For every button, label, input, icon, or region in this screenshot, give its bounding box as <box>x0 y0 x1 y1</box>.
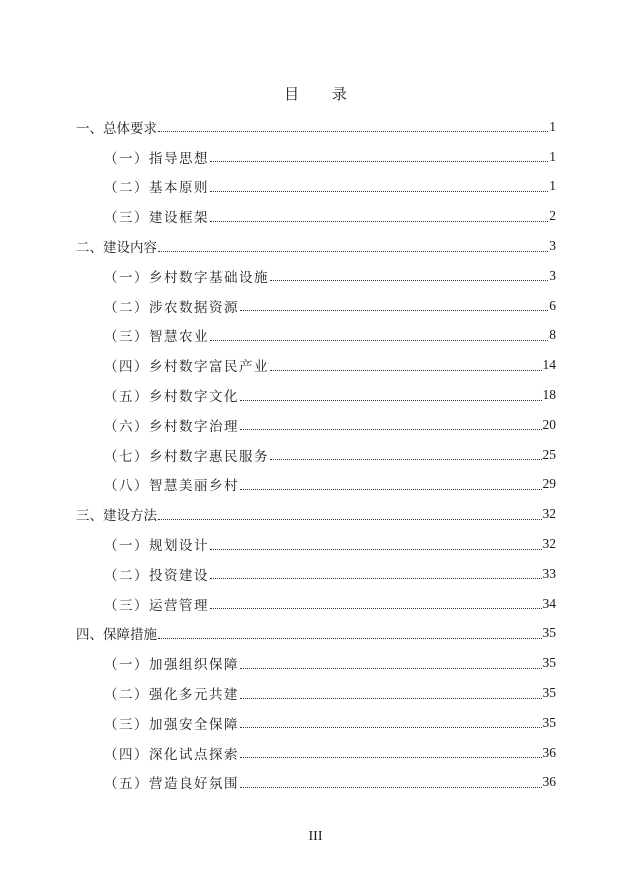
dot-leader <box>270 370 542 371</box>
toc-entry[interactable] <box>76 440 556 470</box>
table-of-contents <box>76 112 556 797</box>
toc-entry-label: 三、建设方法 <box>76 508 157 525</box>
toc-entry[interactable] <box>76 142 556 172</box>
toc-entry-label: 二、建设内容 <box>76 240 157 257</box>
page-number: III <box>308 829 323 844</box>
toc-entry[interactable] <box>76 291 556 321</box>
dot-leader <box>210 191 548 192</box>
dot-leader <box>210 340 548 341</box>
toc-entry[interactable] <box>76 380 556 410</box>
toc-entry-label: （二）强化多元共建 <box>104 687 239 704</box>
toc-entry-page: 1 <box>549 178 556 194</box>
toc-entry[interactable] <box>76 261 556 291</box>
toc-entry-page: 32 <box>542 536 556 552</box>
toc-entry[interactable] <box>76 201 556 231</box>
toc-entry[interactable] <box>76 708 556 738</box>
toc-entry[interactable] <box>76 678 556 708</box>
dot-leader <box>240 310 548 311</box>
toc-entry-page: 32 <box>542 506 556 522</box>
toc-entry-label: （一）加强组织保障 <box>104 657 239 674</box>
toc-entry-label: （二）涉农数据资源 <box>104 299 239 316</box>
toc-entry-label: （五）乡村数字文化 <box>104 389 239 406</box>
toc-entry-page: 8 <box>549 327 556 343</box>
toc-entry-label: （八）智慧美丽乡村 <box>104 478 239 495</box>
toc-entry-page: 36 <box>542 774 556 790</box>
dot-leader <box>240 489 542 490</box>
toc-entry-label: （二）基本原则 <box>104 180 209 197</box>
toc-entry-page: 14 <box>542 357 556 373</box>
toc-entry-label: （四）乡村数字富民产业 <box>104 359 269 376</box>
dot-leader <box>210 578 542 579</box>
toc-title: 目 录 <box>284 85 361 103</box>
dot-leader <box>158 251 548 252</box>
toc-entry-page: 35 <box>542 714 556 730</box>
dot-leader <box>210 221 548 222</box>
dot-leader <box>240 757 542 758</box>
dot-leader <box>158 638 542 639</box>
toc-entry-page: 35 <box>542 655 556 671</box>
toc-entry-page: 35 <box>542 685 556 701</box>
toc-entry-label: （一）规划设计 <box>104 538 209 555</box>
dot-leader <box>210 549 542 550</box>
toc-entry[interactable] <box>76 470 556 500</box>
dot-leader <box>240 727 542 728</box>
toc-entry[interactable] <box>76 589 556 619</box>
toc-entry[interactable] <box>76 231 556 261</box>
toc-entry-page: 34 <box>542 595 556 611</box>
toc-entry-label: （四）深化试点探索 <box>104 746 239 763</box>
toc-entry-page: 18 <box>542 387 556 403</box>
toc-entry-label: （六）乡村数字治理 <box>104 418 239 435</box>
toc-entry-label: 四、保障措施 <box>76 627 157 644</box>
dot-leader <box>240 668 542 669</box>
toc-entry[interactable] <box>76 499 556 529</box>
toc-entry[interactable] <box>76 112 556 142</box>
dot-leader <box>240 400 542 401</box>
toc-entry[interactable] <box>76 648 556 678</box>
toc-entry-page: 35 <box>542 625 556 641</box>
toc-entry[interactable] <box>76 529 556 559</box>
toc-entry-label: （五）营造良好氛围 <box>104 776 239 793</box>
toc-entry-page: 1 <box>549 148 556 164</box>
toc-entry-page: 3 <box>549 267 556 283</box>
toc-entry-label: （三）智慧农业 <box>104 329 209 346</box>
toc-entry[interactable] <box>76 619 556 649</box>
toc-entry-page: 29 <box>542 476 556 492</box>
toc-entry-page: 33 <box>542 565 556 581</box>
dot-leader <box>240 429 542 430</box>
toc-entry-page: 36 <box>542 744 556 760</box>
toc-entry[interactable] <box>76 172 556 202</box>
toc-entry-label: （一）指导思想 <box>104 150 209 167</box>
dot-leader <box>210 161 548 162</box>
dot-leader <box>270 280 548 281</box>
toc-entry-page: 20 <box>542 416 556 432</box>
dot-leader <box>158 519 542 520</box>
toc-entry-label: （三）运营管理 <box>104 597 209 614</box>
toc-entry[interactable] <box>76 350 556 380</box>
toc-entry-label: 一、总体要求 <box>76 120 157 137</box>
dot-leader <box>240 787 542 788</box>
toc-entry[interactable] <box>76 768 556 798</box>
dot-leader <box>270 459 542 460</box>
dot-leader <box>158 131 548 132</box>
toc-entry-label: （二）投资建设 <box>104 567 209 584</box>
toc-entry-label: （七）乡村数字惠民服务 <box>104 448 269 465</box>
toc-entry[interactable] <box>76 410 556 440</box>
toc-entry-label: （三）建设框架 <box>104 210 209 227</box>
toc-entry[interactable] <box>76 738 556 768</box>
toc-entry-label: （一）乡村数字基础设施 <box>104 269 269 286</box>
toc-entry-page: 25 <box>542 446 556 462</box>
toc-entry-page: 2 <box>549 208 556 224</box>
toc-entry[interactable] <box>76 559 556 589</box>
toc-entry-label: （三）加强安全保障 <box>104 716 239 733</box>
toc-entry-page: 1 <box>549 118 556 134</box>
toc-entry-page: 6 <box>549 297 556 313</box>
toc-entry[interactable] <box>76 321 556 351</box>
dot-leader <box>240 698 542 699</box>
dot-leader <box>210 608 542 609</box>
toc-entry-page: 3 <box>549 238 556 254</box>
